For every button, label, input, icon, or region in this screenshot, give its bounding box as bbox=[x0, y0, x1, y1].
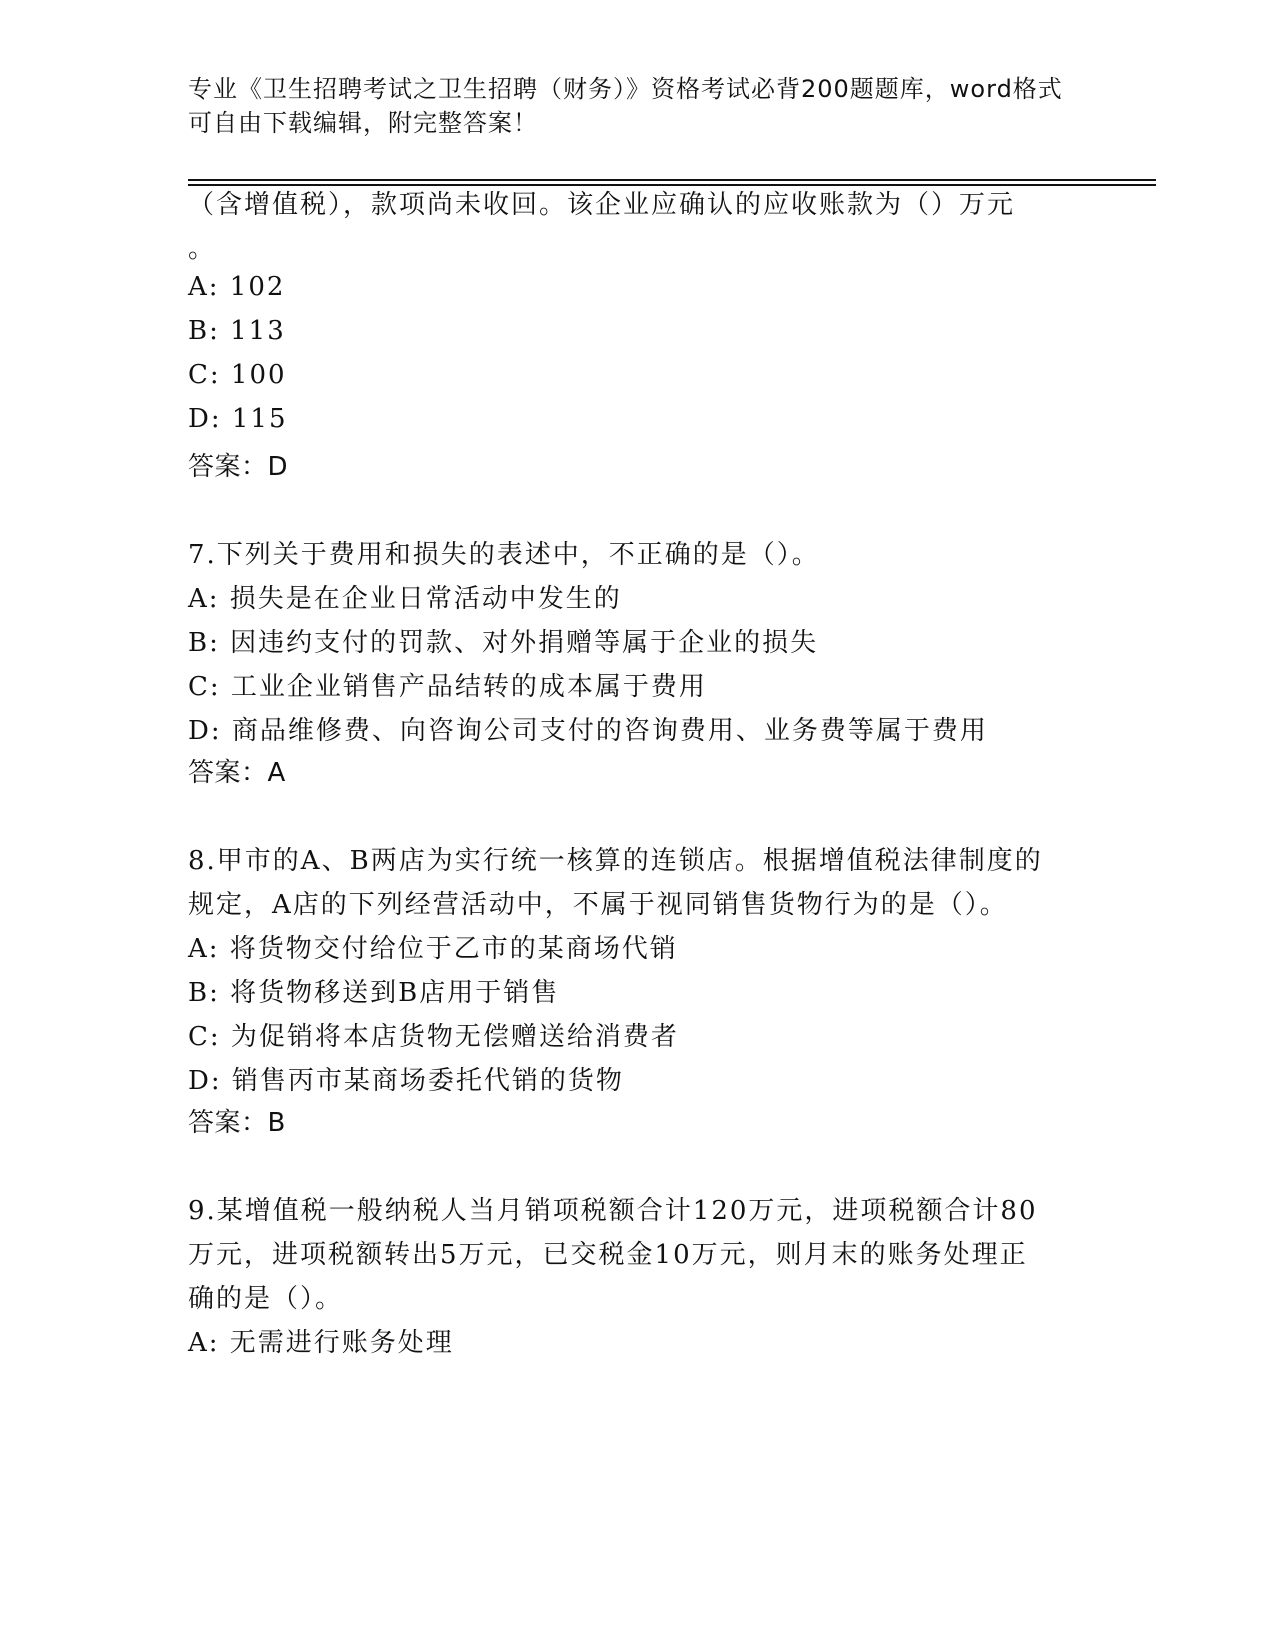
question-8-option-b: B: 将货物移送到B店用于销售 bbox=[188, 978, 560, 1008]
question-9-stem-line-2: 万元，进项税额转出5万元，已交税金10万元，则月末的账务处理正 bbox=[188, 1240, 1028, 1270]
question-6-option-d: D: 115 bbox=[188, 404, 288, 434]
question-7-answer: 答案：A bbox=[188, 758, 286, 788]
question-8-option-a: A: 将货物交付给位于乙市的某商场代销 bbox=[188, 934, 678, 964]
question-6-stem-period: 。 bbox=[188, 234, 217, 264]
question-8-option-c: C: 为促销将本店货物无偿赠送给消费者 bbox=[188, 1022, 679, 1052]
question-6-answer: 答案：D bbox=[188, 452, 289, 482]
question-8-stem-line-2: 规定，A店的下列经营活动中，不属于视同销售货物行为的是（）。 bbox=[188, 890, 1008, 920]
document-header bbox=[188, 72, 1068, 140]
header-title-line-2: 可自由下载编辑，附完整答案！ bbox=[188, 109, 538, 137]
question-7-option-c: C: 工业企业销售产品结转的成本属于费用 bbox=[188, 672, 707, 702]
question-6-option-a: A: 102 bbox=[188, 272, 286, 302]
question-9-stem-line-3: 确的是（）。 bbox=[188, 1284, 344, 1314]
question-7-option-a: A: 损失是在企业日常活动中发生的 bbox=[188, 584, 622, 614]
question-8-stem-line-1: 8.甲市的A、B两店为实行统一核算的连锁店。根据增值税法律制度的 bbox=[188, 846, 1043, 876]
header-divider-top bbox=[188, 179, 1156, 181]
question-9-option-a: A: 无需进行账务处理 bbox=[188, 1328, 454, 1358]
question-7-option-b: B: 因违约支付的罚款、对外捐赠等属于企业的损失 bbox=[188, 628, 819, 658]
question-7-stem: 7.下列关于费用和损失的表述中，不正确的是（）。 bbox=[188, 540, 820, 570]
question-6-option-b: B: 113 bbox=[188, 316, 286, 346]
question-9-stem-line-1: 9.某增值税一般纳税人当月销项税额合计120万元，进项税额合计80 bbox=[188, 1196, 1038, 1226]
question-6-option-c: C: 100 bbox=[188, 360, 287, 390]
question-6-stem-continuation: （含增值税），款项尚未收回。该企业应确认的应收账款为（）万元 bbox=[188, 190, 1016, 220]
header-title-line-1: 专业《卫生招聘考试之卫生招聘（财务）》资格考试必背200题题库，word格式 bbox=[188, 75, 1063, 103]
question-7-option-d: D: 商品维修费、向咨询公司支付的咨询费用、业务费等属于费用 bbox=[188, 716, 988, 746]
question-8-answer: 答案：B bbox=[188, 1108, 286, 1138]
question-8-option-d: D: 销售丙市某商场委托代销的货物 bbox=[188, 1066, 624, 1096]
